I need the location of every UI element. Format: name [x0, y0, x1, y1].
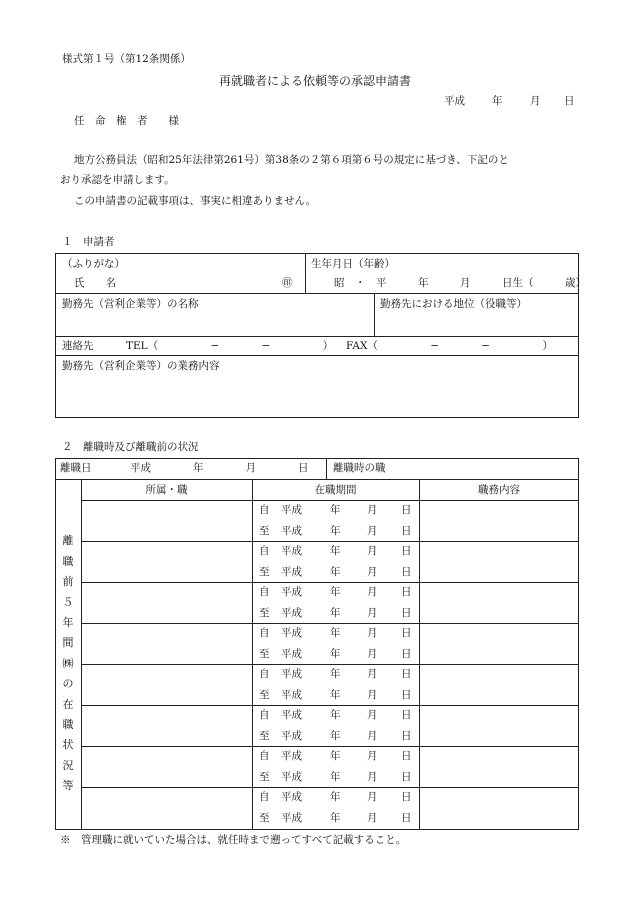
period-to-month: 月: [367, 811, 378, 824]
name-label: 氏 名: [74, 277, 116, 289]
period-from-era: 平成: [281, 504, 302, 516]
period-from-year: 年: [330, 750, 341, 762]
period-from-day: 日: [401, 709, 412, 721]
period-from-from: 自: [259, 627, 270, 639]
period-to-month: 月: [367, 565, 378, 578]
period-from-year: 年: [330, 709, 341, 721]
side-label: [55, 500, 81, 828]
birth-value: 昭 ・ 平 年 月 日生（ 歳）: [334, 277, 586, 289]
period-to-era: 平成: [281, 647, 302, 660]
row-divider: [81, 541, 579, 542]
period-to-day: 日: [401, 565, 412, 578]
period-from-era: 平成: [281, 709, 302, 721]
period-from-month: 月: [367, 504, 378, 516]
period-from-month: 月: [367, 668, 378, 680]
seal-mark: ㊞: [282, 277, 293, 289]
birth-label: 生年月日（年齢）: [311, 258, 395, 270]
period-from-day: 日: [401, 586, 412, 598]
retire-date-value: 平成 年 月 日: [130, 462, 309, 474]
intro-line-1: 地方公務員法（昭和25年法律第261号）第38条の２第６項第６号の規定に基づき、下記のと: [74, 154, 509, 166]
period-to-era: 平成: [281, 606, 302, 619]
retire-date-label: 離職日: [60, 462, 92, 474]
period-to-year: 年: [330, 647, 341, 660]
period-to-month: 月: [367, 647, 378, 660]
tel-field: TEL（ − − ）: [126, 340, 334, 352]
period-from-era: 平成: [281, 750, 302, 762]
footer-note: ※ 管理職に就いていた場合は、就任時まで遡ってすべて記載すること。: [60, 834, 407, 846]
period-to-month: 月: [367, 688, 378, 701]
row-divider: [81, 582, 579, 583]
col-duties-header: 職務内容: [478, 484, 520, 496]
period-to-era: 平成: [281, 729, 302, 742]
fax-field: FAX（ − − ）: [346, 340, 554, 352]
intro-line-2: おり承認を申請します。: [60, 174, 175, 186]
business-label: 勤務先（営利企業等）の業務内容: [62, 360, 220, 372]
period-to-year: 年: [330, 770, 341, 783]
period-to-era: 平成: [281, 565, 302, 578]
furigana-label: （ふりがな）: [62, 258, 125, 270]
period-from-month: 月: [367, 791, 378, 803]
period-to-era: 平成: [281, 770, 302, 783]
employer-position-label: 勤務先における地位（役職等）: [380, 298, 527, 310]
date-day: 日: [564, 95, 575, 107]
period-to-day: 日: [401, 729, 412, 742]
period-to-year: 年: [330, 565, 341, 578]
period-from-era: 平成: [281, 668, 302, 680]
period-to-day: 日: [401, 606, 412, 619]
period-from-year: 年: [330, 668, 341, 680]
period-from-from: 自: [259, 668, 270, 680]
period-to-to: 至: [259, 524, 270, 537]
period-to-year: 年: [330, 606, 341, 619]
row-divider: [81, 746, 579, 747]
contact-label: 連絡先: [62, 340, 94, 352]
period-to-to: 至: [259, 647, 270, 660]
period-to-to: 至: [259, 729, 270, 742]
period-from-era: 平成: [281, 586, 302, 598]
period-from-era: 平成: [281, 545, 302, 557]
side-char: ５: [62, 595, 74, 609]
period-to-era: 平成: [281, 811, 302, 824]
period-from-from: 自: [259, 586, 270, 598]
period-to-to: 至: [259, 811, 270, 824]
addressee: 任 命 権 者 様: [74, 115, 179, 127]
period-from-from: 自: [259, 791, 270, 803]
period-from-year: 年: [330, 545, 341, 557]
date-era: 平成: [444, 95, 465, 107]
career-table: [55, 458, 579, 830]
period-to-era: 平成: [281, 688, 302, 701]
period-to-to: 至: [259, 606, 270, 619]
period-from-year: 年: [330, 791, 341, 803]
employer-name-label: 勤務先（営利企業等）の名称: [62, 298, 199, 310]
period-to-month: 月: [367, 770, 378, 783]
period-to-era: 平成: [281, 524, 302, 537]
period-from-month: 月: [367, 545, 378, 557]
period-to-month: 月: [367, 729, 378, 742]
period-from-era: 平成: [281, 791, 302, 803]
period-from-month: 月: [367, 750, 378, 762]
row-divider: [81, 623, 579, 624]
period-from-year: 年: [330, 504, 341, 516]
period-from-from: 自: [259, 545, 270, 557]
form-number: 様式第１号（第12条関係）: [62, 53, 191, 65]
date-month: 月: [530, 95, 541, 107]
period-to-day: 日: [401, 647, 412, 660]
period-to-month: 月: [367, 524, 378, 537]
period-to-day: 日: [401, 811, 412, 824]
side-char: 状: [62, 738, 74, 752]
col-period-header: 在職期間: [314, 484, 357, 496]
side-char: 間: [62, 636, 74, 650]
period-from-from: 自: [259, 750, 270, 762]
side-char: 職: [62, 554, 74, 568]
period-to-day: 日: [401, 524, 412, 537]
retire-post-label: 離職時の職: [333, 462, 386, 474]
side-char: ㈱: [62, 656, 74, 670]
period-to-year: 年: [330, 688, 341, 701]
col-dept-header: 所属・職: [145, 484, 188, 496]
period-from-from: 自: [259, 709, 270, 721]
period-from-from: 自: [259, 504, 270, 516]
period-from-day: 日: [401, 504, 412, 516]
side-char: 年: [62, 615, 74, 629]
form-title: 再就職者による依頼等の承認申請書: [218, 74, 411, 88]
period-to-year: 年: [330, 524, 341, 537]
side-char: 等: [62, 779, 74, 793]
period-from-year: 年: [330, 627, 341, 639]
period-to-day: 日: [401, 688, 412, 701]
period-from-day: 日: [401, 791, 412, 803]
period-from-day: 日: [401, 627, 412, 639]
period-to-year: 年: [330, 811, 341, 824]
period-from-era: 平成: [281, 627, 302, 639]
period-to-to: 至: [259, 565, 270, 578]
period-to-to: 至: [259, 688, 270, 701]
side-char: の: [62, 677, 74, 691]
period-to-month: 月: [367, 606, 378, 619]
side-char: 況: [62, 758, 74, 772]
period-from-month: 月: [367, 586, 378, 598]
section1-heading: １ 申請者: [62, 236, 115, 248]
period-from-day: 日: [401, 545, 412, 557]
period-from-month: 月: [367, 709, 378, 721]
side-char: 職: [62, 718, 74, 732]
row-divider: [81, 787, 579, 788]
side-char: 前: [62, 575, 74, 589]
period-to-day: 日: [401, 770, 412, 783]
date-year: 年: [492, 95, 503, 107]
intro-line-3: この申請書の記載事項は、事実に相違ありません。: [74, 195, 317, 207]
section2-heading: ２ 離職時及び離職前の状況: [62, 441, 199, 453]
period-to-to: 至: [259, 770, 270, 783]
period-from-month: 月: [367, 627, 378, 639]
row-divider: [81, 664, 579, 665]
period-from-year: 年: [330, 586, 341, 598]
row-divider: [81, 705, 579, 706]
period-to-year: 年: [330, 729, 341, 742]
period-from-day: 日: [401, 668, 412, 680]
side-char: 在: [62, 697, 74, 711]
period-from-day: 日: [401, 750, 412, 762]
side-char: 離: [62, 534, 74, 548]
